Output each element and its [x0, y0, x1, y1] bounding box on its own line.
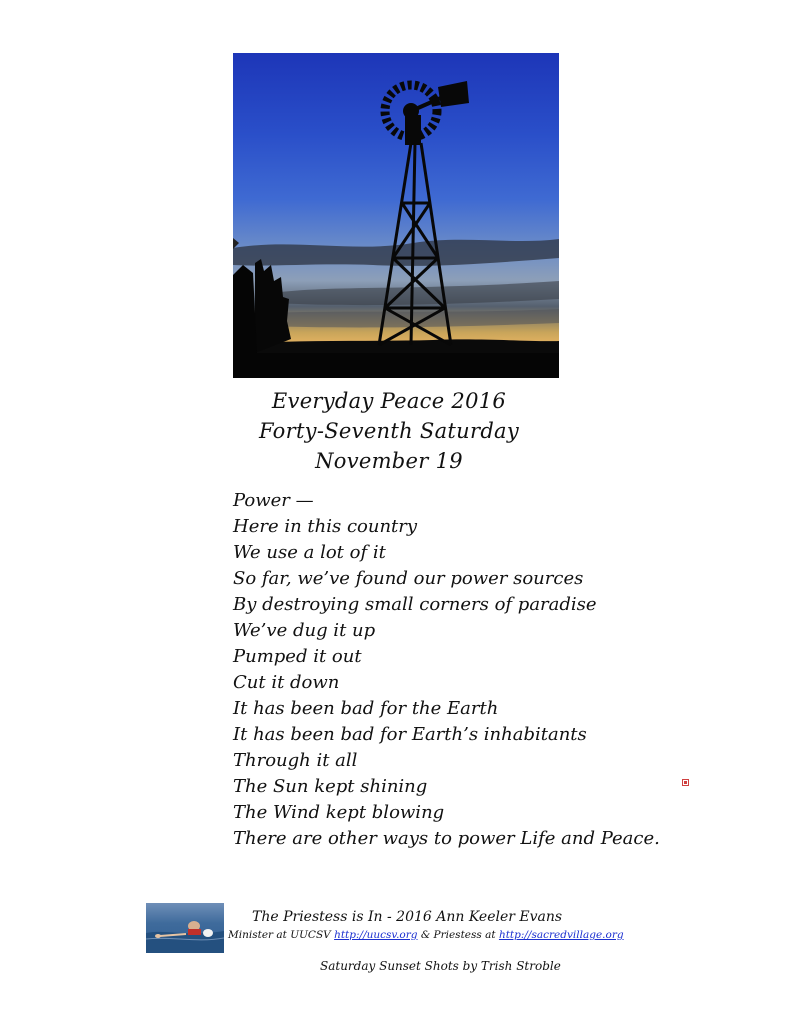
windmill-photo	[233, 53, 559, 378]
photo-credit: Saturday Sunset Shots by Trish Stroble	[320, 959, 561, 973]
poem-line: Power —	[233, 490, 314, 511]
windmill-silhouette	[233, 53, 559, 378]
poem	[233, 488, 660, 852]
title-block	[233, 386, 545, 476]
swimmers-image	[146, 903, 224, 953]
title-line-3: November 19	[315, 449, 463, 473]
poem-line: It has been bad for Earth’s inhabitants	[233, 724, 587, 745]
poem-line: Pumped it out	[233, 646, 362, 667]
poem-line: The Sun kept shining	[233, 776, 428, 797]
footer-links-line	[228, 929, 624, 941]
poem-line: The Wind kept blowing	[233, 802, 445, 823]
footer-title: The Priestess is In - 2016 Ann Keeler Evans	[252, 909, 563, 925]
poem-line: Through it all	[233, 750, 358, 771]
poem-line: It has been bad for the Earth	[233, 698, 499, 719]
title-line-1: Everyday Peace 2016	[271, 389, 507, 413]
poem-line: There are other ways to power Life and Peace.	[233, 828, 660, 849]
minister-label: Minister at UUCSV	[228, 929, 335, 941]
poem-line: Cut it down	[233, 672, 340, 693]
annotation-marker-icon[interactable]	[682, 779, 689, 786]
poem-line: We’ve dug it up	[233, 620, 376, 641]
poem-line: Here in this country	[233, 516, 418, 537]
poem-line: We use a lot of it	[233, 542, 386, 563]
priestess-label: & Priestess at	[417, 929, 499, 941]
uucsv-link[interactable]: http://uucsv.org	[334, 929, 418, 941]
poem-line: By destroying small corners of paradise	[233, 594, 597, 615]
swimmers-thumbnail	[146, 903, 224, 953]
title-line-2: Forty-Seventh Saturday	[258, 419, 520, 443]
sacredvillage-link[interactable]: http://sacredvillage.org	[498, 929, 624, 941]
poem-line: So far, we’ve found our power sources	[233, 568, 584, 589]
